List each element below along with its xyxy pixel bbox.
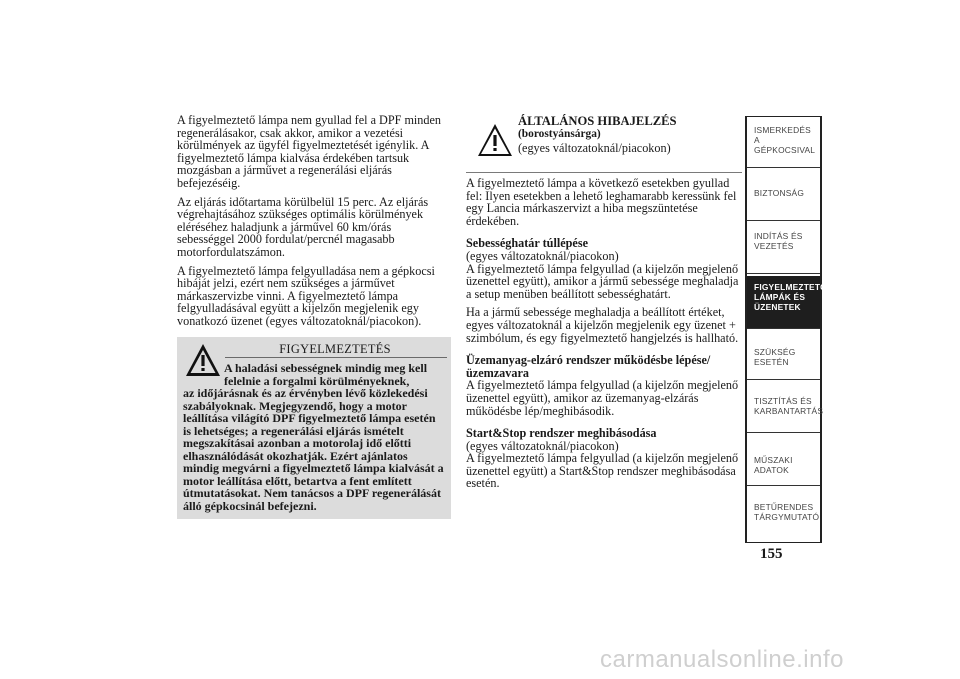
left-paragraph-1: A figyelmeztető lámpa nem gyullad fel a DPF minden regenerálásakor, csak akkor, amikor a vezetési körülmények az ügyfél figyelmeztetését igénylik. A figyelmeztető lámpa kialvása érdekében tartsuk mozgásban a járművet a regenerálási eljárás befejezéséig. <box>177 113 442 190</box>
section-fuel-title: Üzemanyag-elzáró rendszer működésbe lépése/ üzemzavara <box>466 353 711 380</box>
tab-emergency[interactable]: SZÜKSÉG ESETÉN <box>747 329 820 380</box>
fault-variant-note: (egyes változatoknál/piacokon) <box>518 141 671 155</box>
tab-safety[interactable]: BIZTONSÁG <box>747 170 820 221</box>
left-paragraph-3: A figyelmeztető lámpa felgyulladása nem a gépkocsi hibáját jelzi, ezért nem szükséges a járművet márkaszervizbe vinni. A figyelmeztető lámpa felgyulladásával együtt a kijelzőn megjelenik egy vonatkozó üzenet (egyes változatoknál/piacokon). <box>177 263 435 328</box>
tab-getting-to-know[interactable]: ISMERKEDÉS A GÉPKOCSIVAL <box>747 117 820 168</box>
tab-index[interactable]: BETŰRENDES TÁRGYMUTATÓ <box>754 502 820 522</box>
section-speed-p1: A figyelmeztető lámpa felgyullad (a kijelzőn megjelenő üzenettel együtt), amikor a jármű sebessége meghaladja a setup menüben beállított sebességhatárt. <box>466 261 739 301</box>
warning-box <box>177 337 451 519</box>
section-startstop-title: Start&Stop rendszer meghibásodása <box>466 426 657 441</box>
warning-line-2: felelnie a forgalmi körülményeknek, <box>224 373 410 388</box>
tab-maintenance[interactable]: TISZTÍTÁS ÉS KARBANTARTÁS <box>747 382 820 433</box>
warning-title-rule <box>225 357 447 358</box>
fault-color-note: (borostyánsárga) <box>518 128 601 140</box>
chapter-tabs <box>745 116 827 543</box>
watermark: carmanualsonline.info <box>600 646 844 673</box>
warning-rest: az időjárásnak és az érvényben lévő közlekedési szabályoknak. Megjegyzendő, hogy a motor leállítása világító DPF figyelmeztető lámpa esetén is lehetséges; a regenerálási eljárás ismételt megszakításai azonban a motorolaj idő előtti elhasználódását okozhatják. Ezért ajánlatos mindig megvárni a figyelmeztető lámpa kialvását a motor leállítása előtt, betartva a fent említett útmutatásokat. Nem tanácsos a DPF regenerálását álló gépkocsinál befejezni. <box>183 386 444 513</box>
fault-title: ÁLTALÁNOS HIBAJELZÉS <box>518 114 677 128</box>
tab-warning-lights[interactable]: FIGYELMEZTETŐ LÁMPÁK ÉS ÜZENETEK <box>747 276 820 329</box>
general-fault-icon <box>476 122 514 158</box>
right-column <box>466 177 740 496</box>
page-number: 155 <box>760 546 783 562</box>
warning-line-1: A haladási sebességnek mindig meg kell <box>224 361 428 375</box>
right-intro: A figyelmeztető lámpa a következő esetekben gyullad fel: Ilyen esetekben a lehető leghamarabb keressünk fel egy Lancia márkaszervizt a hiba megszüntetése érdekében. <box>466 176 737 228</box>
section-startstop-p1: A figyelmeztető lámpa felgyullad (a kijelzőn megjelenő üzenettel együtt) a Start&Stop rendszer meghibásodása esetén. <box>466 451 739 491</box>
fault-header-rule <box>466 172 742 173</box>
section-speed-note: (egyes változatoknál/piacokon) <box>466 248 619 263</box>
general-fault-header <box>466 114 742 172</box>
tab-technical-data[interactable]: MŰSZAKI ADATOK <box>747 435 820 486</box>
section-speed-p2: Ha a jármű sebessége meghaladja a beállított értéket, egyes változatoknál a kijelzőn megjelenik egy üzenet + szimbólum, és egy figyelmeztető hangjelzés is hallható. <box>466 305 739 345</box>
left-column <box>177 114 449 334</box>
tab-starting-driving[interactable]: INDÍTÁS ÉS VEZETÉS <box>747 223 820 274</box>
section-startstop-note: (egyes változatoknál/piacokon) <box>466 438 619 453</box>
section-speed-title: Sebességhatár túllépése <box>466 236 588 251</box>
warning-title: FIGYELMEZTETÉS <box>279 342 391 356</box>
section-fuel-p1: A figyelmeztető lámpa felgyullad (a kijelzőn megjelenő üzenettel együtt), amikor az üzemanyag-elzárás működésbe lép/meghibásodik. <box>466 378 739 418</box>
warning-text <box>183 362 445 512</box>
left-paragraph-2: Az eljárás időtartama körülbelül 15 perc. Az eljárás végrehajtásához szükséges optimális körülmények eléréséhez haladjunk a járművel 60 km/órás sebességgel 2000 fordulat/percnél magasabb motorfordulatszámon. <box>177 194 429 259</box>
